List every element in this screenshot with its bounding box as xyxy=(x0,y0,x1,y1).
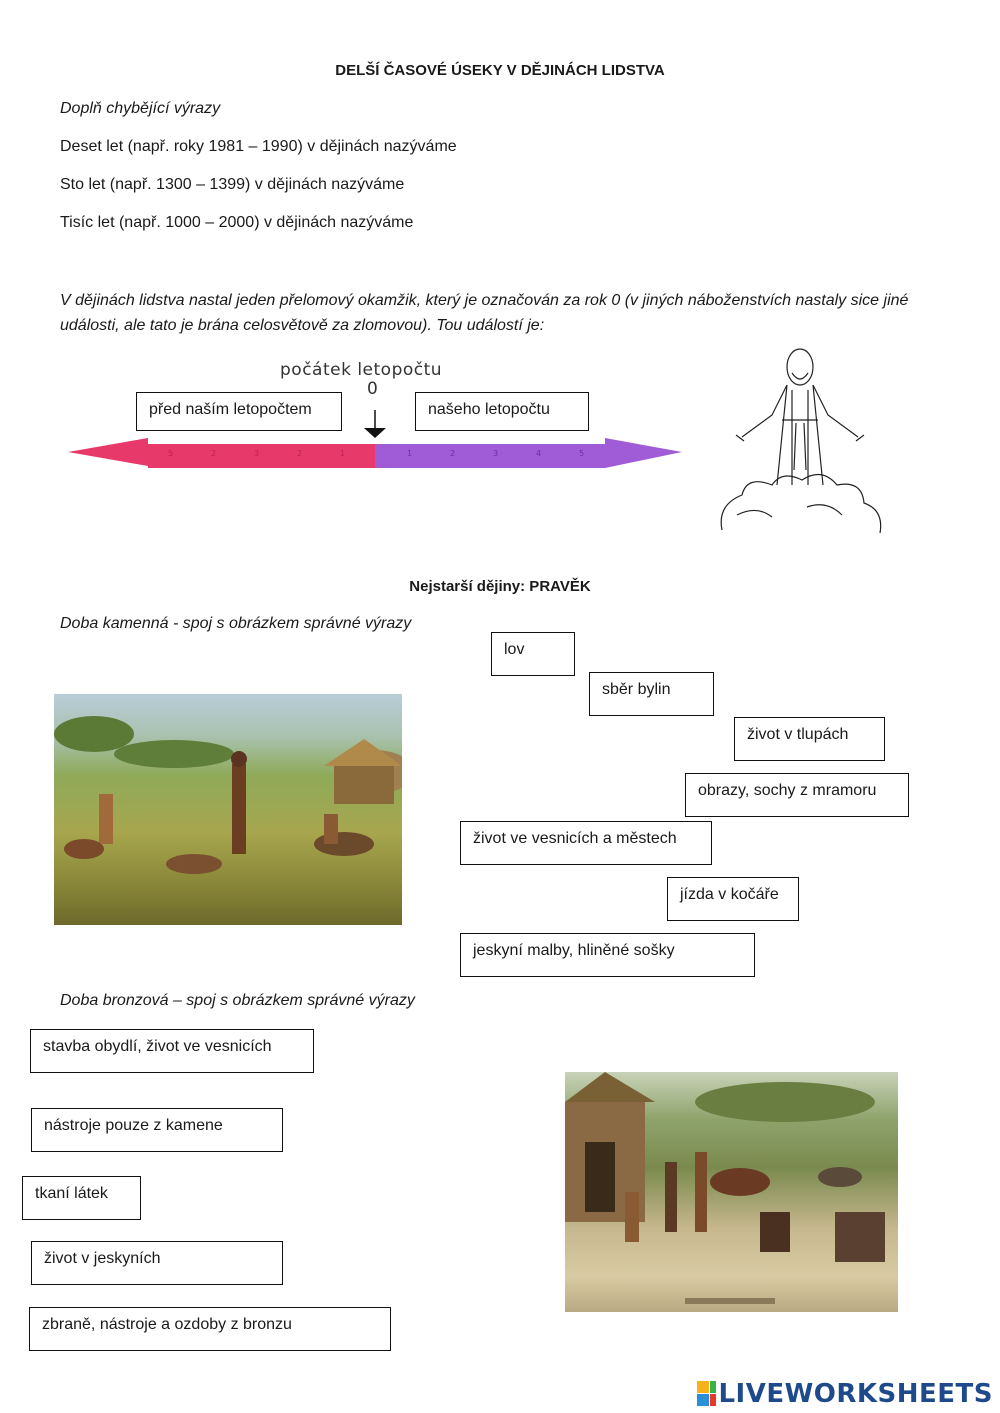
timeline-tick-right: 1 xyxy=(407,449,413,458)
stone-item-zivot-v-tlupach[interactable]: život v tlupách xyxy=(734,717,885,761)
logo-icon xyxy=(697,1381,716,1407)
paragraph-year-zero: V dějinách lidstva nastal jeden přelomový okamžik, který je označován za rok 0 (v jiných náboženstvích nastaly sice jiné události, ale tato je brána celosvětově za zlomovou). Tou událostí je: xyxy=(60,292,909,334)
logo-text: LIVEWORKSHEETS xyxy=(718,1379,993,1409)
timeline-box-ad[interactable]: našeho letopočtu xyxy=(415,392,589,431)
bronze-item-tkani-latek[interactable]: tkaní látek xyxy=(22,1176,141,1220)
stone-item-lov[interactable]: lov xyxy=(491,632,575,676)
stone-item-sber-bylin[interactable]: sběr bylin xyxy=(589,672,714,716)
timeline-zero: 0 xyxy=(367,379,379,399)
timeline-arrow xyxy=(60,410,700,490)
jesus-figure-image xyxy=(712,345,887,540)
stone-item-zivot-ve-vesnicich[interactable]: život ve vesnicích a městech xyxy=(460,821,712,865)
stone-item-jeskynni-malby[interactable]: jeskyní malby, hliněné sošky xyxy=(460,933,755,977)
timeline-tick-left: 2 xyxy=(211,449,217,458)
bronze-item-nastroje-z-kamene[interactable]: nástroje pouze z kamene xyxy=(31,1108,283,1152)
question-millennium: Tisíc let (např. 1000 – 2000) v dějinách nazýváme xyxy=(60,214,414,231)
timeline-arrow-left xyxy=(68,438,375,468)
question-century: Sto let (např. 1300 – 1399) v dějinách nazýváme xyxy=(60,176,405,193)
bronze-age-instruction: Doba bronzová – spoj s obrázkem správné výrazy xyxy=(60,992,415,1009)
bronze-item-zbrane-z-bronzu[interactable]: zbraně, nástroje a ozdoby z bronzu xyxy=(29,1307,391,1351)
timeline-tick-left: 1 xyxy=(340,449,346,458)
timeline-arrow-right xyxy=(375,438,682,468)
timeline-tick-right: 2 xyxy=(450,449,456,458)
bronze-item-zivot-v-jeskynich[interactable]: život v jeskyních xyxy=(31,1241,283,1285)
timeline-heading: počátek letopočtu xyxy=(280,360,443,380)
stone-item-obrazy-sochy[interactable]: obrazy, sochy z mramoru xyxy=(685,773,909,817)
stone-age-instruction: Doba kamenná - spoj s obrázkem správné výrazy xyxy=(60,615,412,632)
timeline-tick-left: 5 xyxy=(168,449,174,458)
timeline-tick-right: 5 xyxy=(579,449,585,458)
timeline-tick-left: 3 xyxy=(254,449,260,458)
timeline-tick-right: 3 xyxy=(493,449,499,458)
bronze-item-stavba-obydli[interactable]: stavba obydlí, život ve vesnicích xyxy=(30,1029,314,1073)
liveworksheets-logo xyxy=(697,1378,993,1410)
timeline-box-bc[interactable]: před naším letopočtem xyxy=(136,392,342,431)
timeline-tick-left: 2 xyxy=(297,449,303,458)
section-title-pravek: Nejstarší dějiny: PRAVĚK xyxy=(409,578,591,595)
bronze-age-image xyxy=(565,1072,898,1312)
stone-item-jizda-v-kocare[interactable]: jízda v kočáře xyxy=(667,877,799,921)
timeline-tick-right: 4 xyxy=(536,449,542,458)
question-decade: Deset let (např. roky 1981 – 1990) v dějinách nazýváme xyxy=(60,138,457,155)
stone-age-image xyxy=(54,694,402,925)
page-title: DELŠÍ ČASOVÉ ÚSEKY V DĚJINÁCH LIDSTVA xyxy=(335,62,665,79)
instruction-fill: Doplň chybějící výrazy xyxy=(60,100,221,117)
